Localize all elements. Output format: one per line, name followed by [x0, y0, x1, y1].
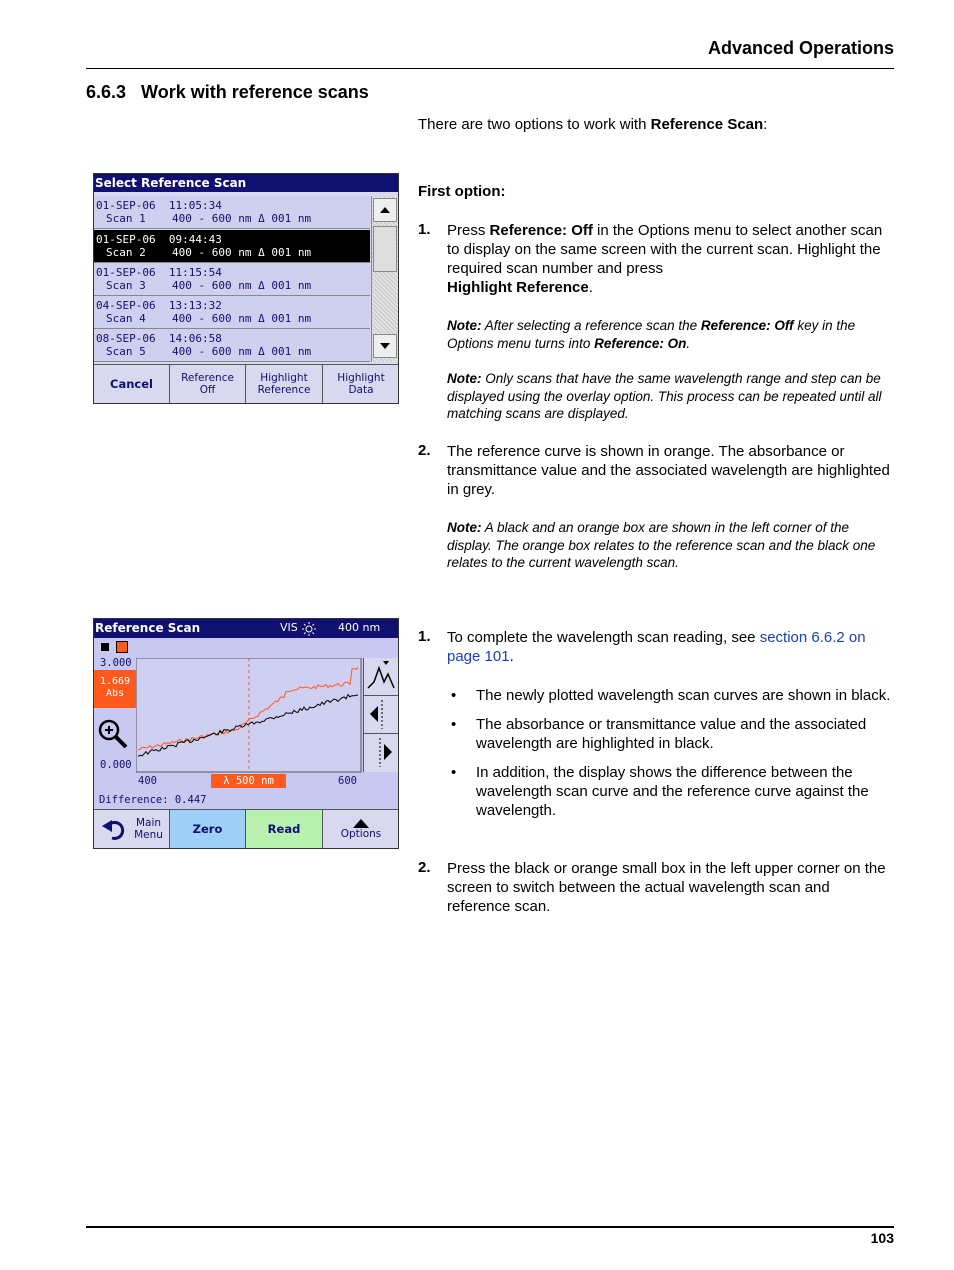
autoscale-button[interactable] [364, 658, 398, 696]
current-scan-box[interactable] [101, 643, 109, 651]
step-b2-text: Press the black or orange small box in the left upper corner on the screen to switch between the actual wavelength scan and reference scan. [447, 860, 886, 915]
arrow-right-icon [364, 734, 398, 772]
step-number: 2. [418, 442, 431, 459]
screen-title-bar [94, 619, 398, 638]
scroll-up-button[interactable] [373, 198, 397, 222]
y-axis-min: 0.000 [100, 759, 132, 771]
back-arrow-icon [100, 816, 130, 842]
step-2-text: The reference curve is shown in orange. The absorbance or transmittance value and the associated wavelength are highlighted in grey. [447, 443, 890, 498]
highlight-data-button[interactable]: Highlight Data [322, 364, 399, 403]
bullet-icon: • [451, 764, 457, 781]
section-title: 6.6.3 Work with reference scans [86, 82, 369, 102]
section-link[interactable]: section 6.6.2 on page 101 [447, 629, 866, 665]
reference-scan-box[interactable] [116, 641, 128, 653]
highlight-reference-button[interactable]: Highlight Reference [245, 364, 322, 403]
cursor-left-button[interactable] [364, 696, 398, 734]
x-axis-min: 400 [138, 775, 157, 787]
arrow-left-icon [364, 696, 398, 733]
step-2 [418, 442, 894, 499]
note-2: Note: Only scans that have the same wavelength range and step can be displayed using the overlay option. This process can be repeated until all matching scans are displayed. [447, 371, 882, 421]
zoom-icon[interactable] [96, 717, 132, 751]
select-reference-scan-screen [93, 173, 399, 404]
list-item[interactable]: 04-SEP-06 13:13:32 Scan 4 400 - 600 nm Δ 001 nm [94, 296, 370, 329]
reference-off-button[interactable]: Reference Off [169, 364, 245, 403]
options-button[interactable]: Options [322, 809, 399, 848]
scroll-thumb[interactable] [373, 226, 397, 272]
read-button[interactable]: Read [245, 809, 322, 848]
intro-paragraph: There are two options to work with Reference Scan: [418, 116, 768, 133]
footer-rule [86, 1226, 894, 1228]
difference-readout: Difference: 0.447 [99, 794, 207, 806]
list-item[interactable]: 01-SEP-06 11:05:34 Scan 1 400 - 600 nm Δ 001 nm [94, 196, 370, 229]
peak-icon [364, 658, 398, 695]
step-b1 [418, 628, 894, 666]
page-number: 103 [870, 1230, 894, 1246]
running-header: Advanced Operations [707, 38, 894, 58]
bullet-icon: • [451, 716, 457, 733]
screen-title: Select Reference Scan [94, 174, 398, 192]
step-1 [418, 221, 894, 297]
bullet-list [447, 686, 894, 820]
wavelength-marker: λ 500 nm [211, 774, 286, 788]
first-option-label: First option: [418, 183, 506, 200]
list-item[interactable]: 01-SEP-06 09:44:43 Scan 2 400 - 600 nm Δ 001 nm [94, 230, 370, 263]
list-item: • The newly plotted wavelength scan curves are shown in black. [451, 687, 891, 704]
mode-label: VIS [280, 621, 298, 634]
step-b2 [418, 859, 894, 916]
cursor-right-button[interactable] [364, 734, 398, 772]
main-menu-button[interactable]: Main Menu [94, 809, 169, 848]
arrow-down-icon [374, 335, 396, 357]
lamp-icon [302, 622, 316, 636]
list-item: • In addition, the display shows the difference between the wavelength scan curve and the reference curve against the wavelength. [451, 764, 869, 819]
wavelength-readout: 400 nm [338, 621, 381, 634]
step-number: 1. [418, 221, 431, 238]
bullet-icon: • [451, 687, 457, 704]
list-item[interactable]: 08-SEP-06 14:06:58 Scan 5 400 - 600 nm Δ 001 nm [94, 329, 370, 362]
cancel-button[interactable]: Cancel [94, 364, 169, 403]
note-1: Note: After selecting a reference scan the Reference: Off key in the Options menu turns into Reference: On. [447, 318, 856, 351]
header-rule [86, 68, 894, 69]
step-b1-text: To complete the wavelength scan reading, see section 6.6.2 on page 101. [447, 629, 866, 665]
step-number: 2. [418, 859, 431, 876]
y-axis-max: 3.000 [100, 657, 132, 669]
arrow-up-icon [351, 818, 371, 828]
abs-value-box: 1.669 Abs [94, 670, 136, 708]
plot-nav [363, 658, 399, 772]
zero-button[interactable]: Zero [169, 809, 245, 848]
step-1-text: Press Reference: Off in the Options menu to select another scan to display on the same screen with the current scan. Highlight the required scan number and press Highlight Reference. [447, 222, 883, 296]
arrow-up-icon [374, 199, 396, 221]
scan-plot [136, 658, 362, 773]
scroll-down-button[interactable] [373, 334, 397, 358]
list-item[interactable]: 01-SEP-06 11:15:54 Scan 3 400 - 600 nm Δ 001 nm [94, 263, 370, 296]
x-axis-max: 600 [338, 775, 357, 787]
step-number: 1. [418, 628, 431, 645]
reference-scan-screen [93, 618, 399, 849]
screen-title: Reference Scan [95, 621, 201, 635]
note-3: Note: A black and an orange box are shown in the left corner of the display. The orange box relates to the reference scan and the black one relates to the current wavelength scan. [447, 520, 876, 570]
scrollbar[interactable] [371, 196, 398, 362]
list-item: • The absorbance or transmittance value and the associated wavelength are highlighted in black. [451, 716, 867, 752]
